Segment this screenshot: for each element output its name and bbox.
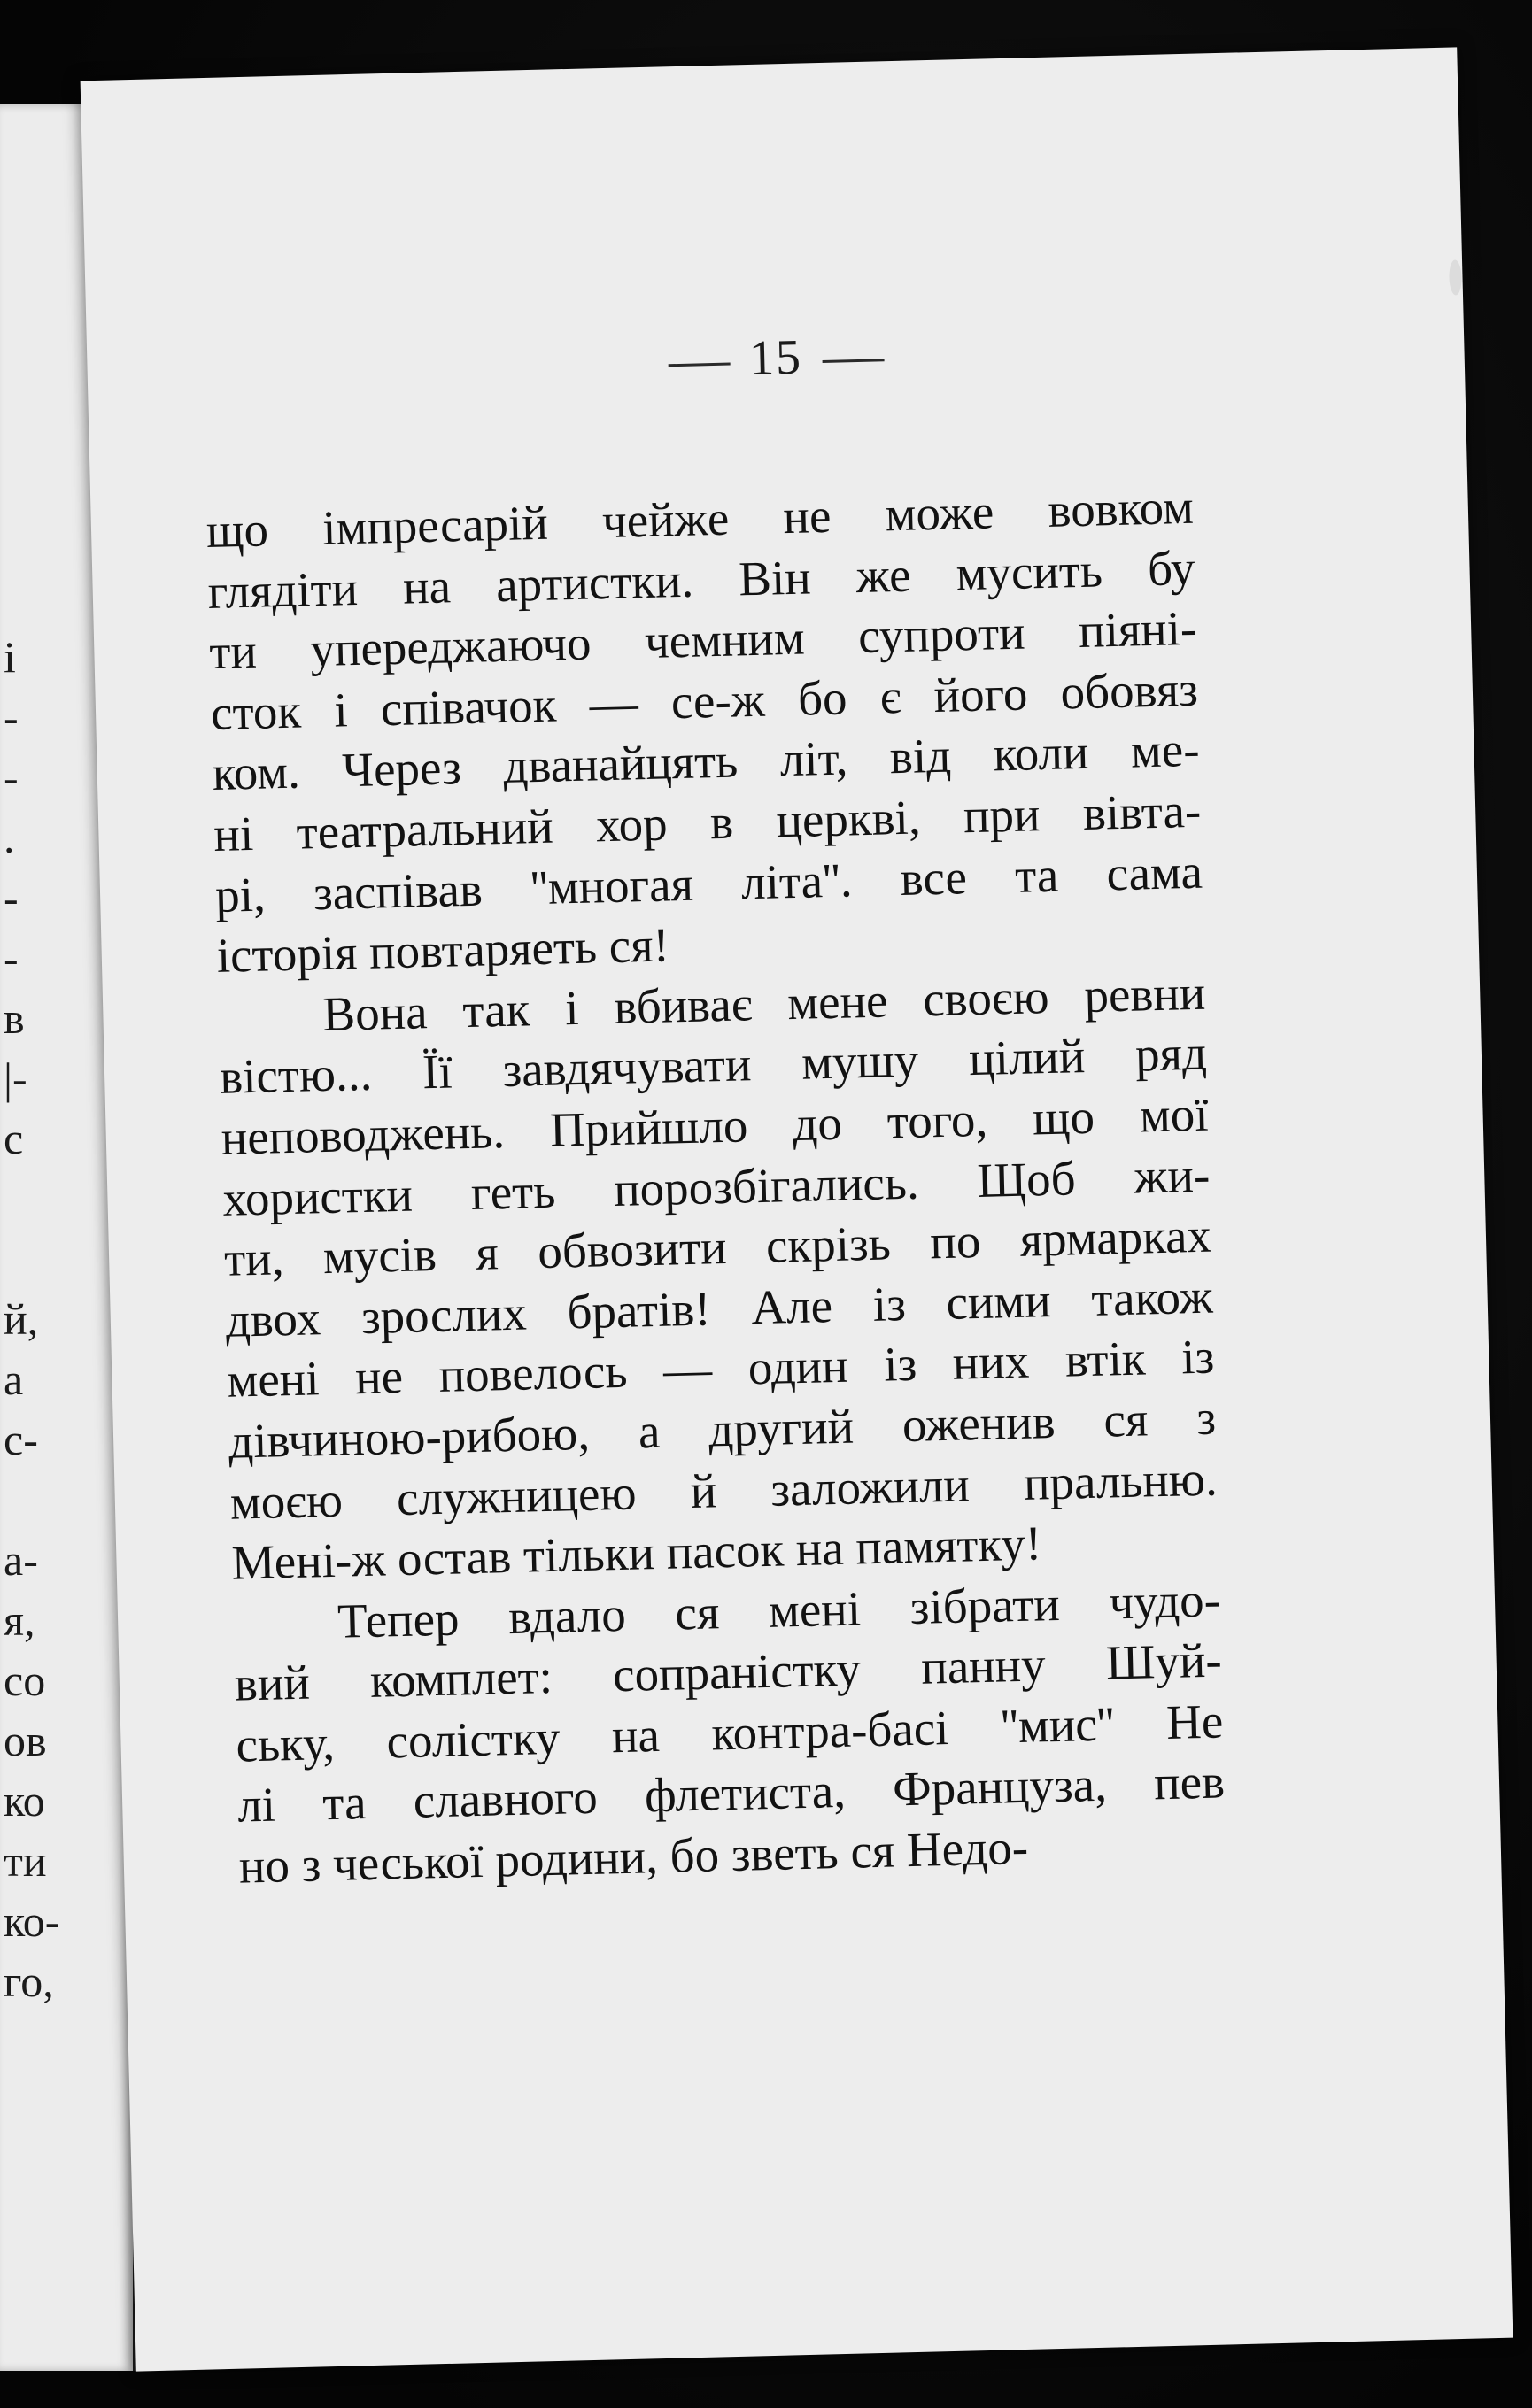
previous-page-fragment: с <box>4 1114 24 1163</box>
previous-page-fragment: і <box>4 632 16 682</box>
page-number-dash-right <box>822 359 884 363</box>
previous-page-fragment: . <box>4 813 15 862</box>
page-number <box>87 313 1465 403</box>
text-line: неповоджень. Прийшло до того, що мої <box>221 1086 1210 1165</box>
text-line: дівчиною-рибою, а другий оженив ся з <box>228 1390 1217 1469</box>
previous-page-fragment: ко <box>4 1776 45 1825</box>
text-line: рі, заспівав ''многая літа''. все та сама <box>214 844 1203 922</box>
text-line: Вона так і вбиває мене своєю ревни <box>321 965 1206 1041</box>
previous-page-fragment: со <box>4 1656 46 1705</box>
text-line: глядіти на артистки. Він же мусить бу <box>207 540 1196 619</box>
text-line: Тепер вдало ся мені зібрати чудо- <box>337 1572 1221 1648</box>
previous-page-fragment: ов <box>4 1716 47 1765</box>
previous-page-fragment: го, <box>4 1956 54 2006</box>
previous-page-fragment: а <box>4 1354 24 1404</box>
book-page <box>81 47 1513 2371</box>
text-line: сток і співачок — се-ж бо є його обовяз <box>210 661 1199 740</box>
text-line: ти упереджаючо чемним супроти піяні- <box>208 600 1197 680</box>
previous-page-fragment <box>0 1229 106 1289</box>
previous-page-fragment: я, <box>4 1595 35 1645</box>
previous-page-fragment: с- <box>4 1415 38 1464</box>
page-text <box>205 477 1226 1897</box>
page-number-dash-left <box>668 362 730 367</box>
text-line: історія повтаряеть ся! <box>216 917 670 984</box>
previous-page-fragment: - <box>4 873 19 922</box>
text-line: ні театральний хор в церкві, при вівта- <box>213 783 1202 861</box>
previous-page-fragment: й, <box>4 1294 39 1344</box>
previous-page-text-fragments <box>0 627 106 2011</box>
previous-page-fragment: а- <box>4 1535 38 1585</box>
text-line: лі та славного флетиста, Француза, пев <box>236 1754 1226 1833</box>
text-line: вий комплет: сопраністку панну Шуй- <box>234 1632 1223 1711</box>
previous-page-fragment: ти <box>4 1836 47 1886</box>
previous-page-fragment: ко- <box>4 1896 60 1946</box>
previous-page-fragment: |- <box>4 1054 27 1103</box>
text-line: но з чеської родини, бо зветь ся Недо- <box>238 1819 1029 1894</box>
text-line: моєю служницею й заложили пральню. <box>229 1450 1219 1530</box>
text-line: хористки геть порозбігались. Щоб жи- <box>221 1147 1211 1226</box>
page-number-value: 15 <box>748 329 803 387</box>
previous-page-fragment: - <box>4 692 19 742</box>
previous-page-fragment: в <box>4 993 25 1043</box>
previous-page-fragment: - <box>4 752 19 802</box>
previous-page-fragment: - <box>4 933 19 983</box>
text-line: Мені-ж остав тільки пасок на памятку! <box>230 1516 1042 1590</box>
text-line: мені не повелось — один із них втік із <box>226 1329 1215 1409</box>
text-line: двох зрослих братів! Але із сими також <box>225 1269 1214 1347</box>
text-line: ком. Через дванайцять літ, від коли ме- <box>212 722 1201 801</box>
previous-page-fragment <box>0 1470 106 1530</box>
text-line: вістю... Її завдячувати мушу цілий ряд <box>219 1025 1208 1105</box>
text-line: ську, солістку на контра-басі ''мис'' Не <box>235 1694 1225 1772</box>
text-line: що імпресарій чейже не може вовком <box>205 479 1195 559</box>
previous-page-fragment <box>0 1169 106 1229</box>
text-line: ти, мусів я обвозити скрізь по ярмарках <box>223 1208 1212 1286</box>
paper-speck <box>1449 259 1462 295</box>
